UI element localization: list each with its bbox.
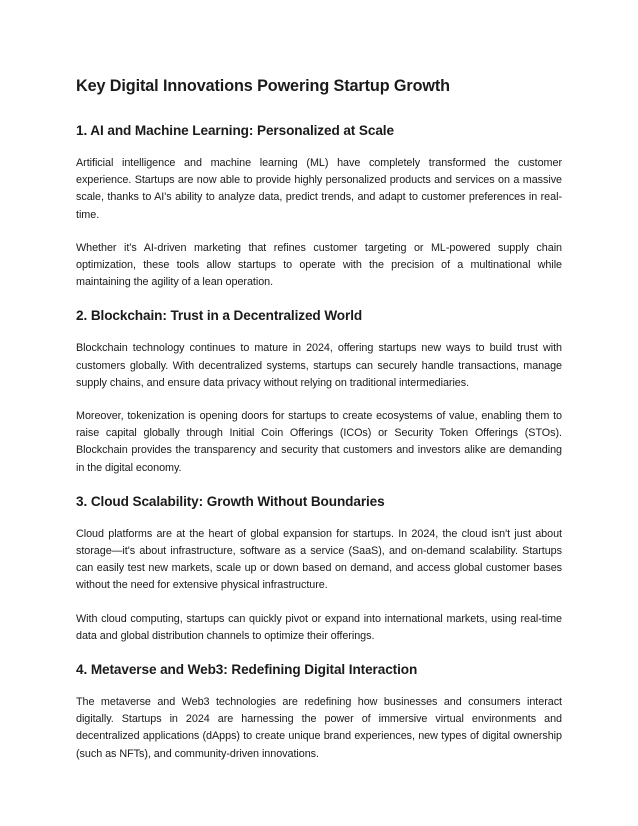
section-ai-ml <box>76 122 562 291</box>
paragraph: Blockchain technology continues to mature in 2024, offering startups new ways to build trust with customers globally. With decentralized systems, startups can securely handle transactions, manage supply chains, and ensure data privacy without relying on traditional intermediaries. <box>76 342 562 389</box>
paragraph: Cloud platforms are at the heart of global expansion for startups. In 2024, the cloud isn't just about storage—it's about infrastructure, software as a service (SaaS), and on-demand scalability. Startups can easily test new markets, scale up or down based on demand, and access global customer bases without the need for extensive physical infrastructure. <box>76 527 562 592</box>
section-heading: 1. AI and Machine Learning: Personalized at Scale <box>76 123 394 138</box>
section-heading: 2. Blockchain: Trust in a Decentralized World <box>76 308 363 324</box>
section-heading: 3. Cloud Scalability: Growth Without Boundaries <box>76 493 385 509</box>
section-blockchain <box>76 307 562 476</box>
section-heading: 4. Metaverse and Web3: Redefining Digital Interaction <box>76 662 418 678</box>
paragraph: The metaverse and Web3 technologies are redefining how businesses and consumers interact digitally. Startups in 2024 are harnessing the power of immersive virtual environments and decentralized applications (dApps) to create unique brand experiences, new types of digital ownership (such as NFTs), and community-driven innovations. <box>76 696 562 760</box>
paragraph: Artificial intelligence and machine learning (ML) have completely transformed the customer experience. Startups are now able to provide highly personalized products and services on a massive scale, thanks to AI's ability to analyze data, predict trends, and adapt to customer preferences in real-time. <box>76 157 562 221</box>
section-metaverse-web3 <box>76 661 562 763</box>
paragraph: Moreover, tokenization is opening doors for startups to create ecosystems of value, enabling them to raise capital globally through Initial Coin Offerings (ICOs) or Security Token Offerings (STOs). Blockchain provides the transparency and security that customers and investors alike are demanding in the digital economy. <box>76 410 562 474</box>
section-cloud <box>76 493 562 645</box>
paragraph: Whether it’s AI-driven marketing that refines customer targeting or ML-powered supply chain optimization, these tools allow startups to operate with the precision of a multinational while maintaining the agility of a lean operation. <box>76 241 562 289</box>
paragraph: With cloud computing, startups can quickly pivot or expand into international markets, using real-time data and global distribution channels to optimize their offerings. <box>76 612 562 642</box>
document-title: Key Digital Innovations Powering Startup Growth <box>76 77 450 95</box>
